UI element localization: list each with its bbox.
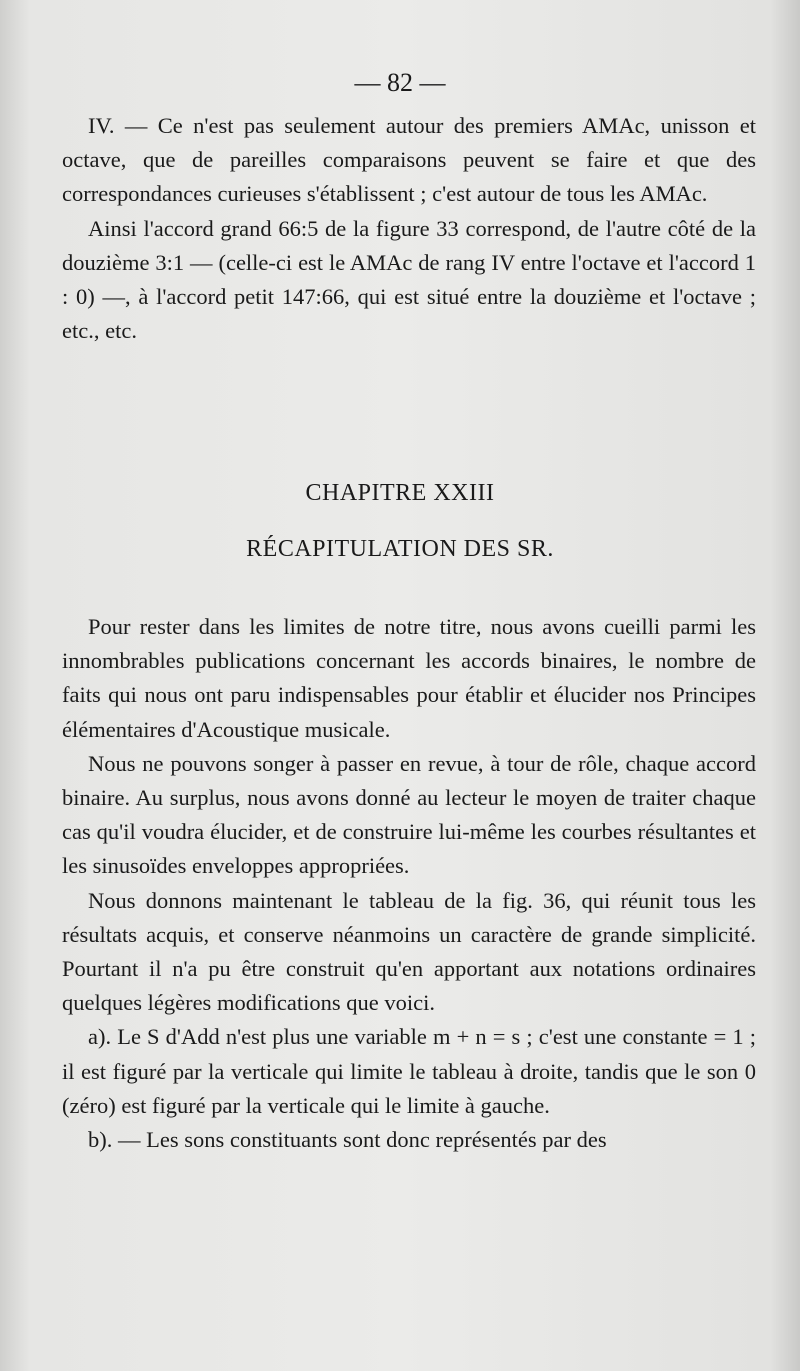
body-paragraph-2: Nous ne pouvons songer à passer en revue, à tour de rôle, chaque accord binaire. Au surplus, nous avons donné au lecteur le moyen de traiter chaque cas qu'il voudra élucider, et de construire lui-même les courbes résultantes et les sinusoïdes enveloppes appropriées. [62, 750, 756, 879]
body-paragraph-4: a). Le S d'Add n'est plus une variable m + n = s ; c'est une constante = 1 ; il est figuré par la verticale qui limite le tableau à droite, tandis que le son 0 (zéro) est figuré par la verticale qui le limite à gauche. [62, 1024, 756, 1118]
section-iv-paragraph-2: Ainsi l'accord grand 66:5 de la figure 33 correspond, de l'autre côté de la douzième 3:1 — (celle-ci est le AMAc de rang IV entre l'octave et l'accord 1 : 0) —, à l'accord petit 147:66, qui est situé entre la douzième et l'octave ; etc., etc. [62, 215, 756, 344]
section-iv-paragraph-1: IV. — Ce n'est pas seulement autour des premiers AMAc, unisson et octave, que de pareilles comparaisons peuvent se faire et que des correspondances curieuses s'établissent ; c'est autour de tous les AMAc. [62, 113, 756, 207]
chapter-title: RÉCAPITULATION DES SR. [246, 536, 554, 562]
section-iv [62, 109, 756, 348]
body-paragraph-5: b). — Les sons constituants sont donc représentés par des [88, 1127, 607, 1153]
body-paragraph-3: Nous donnons maintenant le tableau de la fig. 36, qui réunit tous les résultats acquis, et conserve néanmoins un caractère de grande simplicité. Pourtant il n'a pu être construit qu'en apportant aux notations ordinaires quelques légères modifications que voici. [62, 887, 756, 1016]
chapter-number: CHAPITRE XXIII [305, 480, 495, 506]
chapter-body [62, 610, 756, 1157]
body-paragraph-1: Pour rester dans les limites de notre titre, nous avons cueilli parmi les innombrables publications concernant les accords binaires, le nombre de faits qui nous ont paru indispensables pour établir et élucider nos Principes élémentaires d'Acoustique musicale. [62, 614, 756, 742]
page-number: — 82 — [354, 68, 446, 97]
